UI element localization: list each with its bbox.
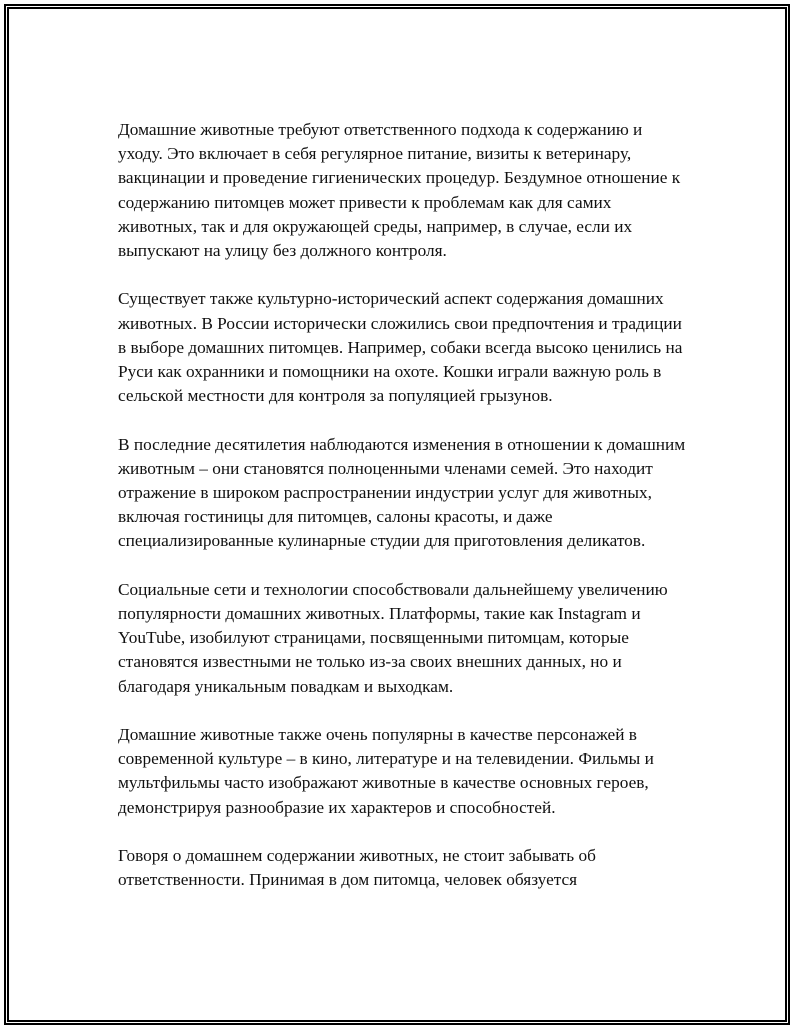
paragraph-6: Говоря о домашнем содержании животных, не стоит забывать об ответственности. Принимая в дом питомца, человек обязуется: [118, 846, 596, 890]
paragraph-1: Домашние животные требуют ответственного подхода к содержанию и уходу. Это включает в себя регулярное питание, визиты к ветеринару, вакцинации и проведение гигиенических процедур. Бездумное отношение к содержанию питомцев может привести к проблемам как для самих животных, так и для окружающей среды, например, в случае, если их выпускают на улицу без должного контроля.: [118, 120, 681, 261]
paragraph-2: Существует также культурно-исторический аспект содержания домашних животных. В России исторически сложились свои предпочтения и традиции в выборе домашних питомцев. Например, собаки всегда высоко ценились на Руси как охранники и помощники на охоте. Кошки играли важную роль в сельской местности для контроля за популяцией грызунов.: [118, 289, 683, 406]
paragraph-3: В последние десятилетия наблюдаются изменения в отношении к домашним животным – они становятся полноценными членами семей. Это находит отражение в широком распространении индустрии услуг для животных, включая гостиницы для питомцев, салоны красоты, и даже специализированные кулинарные студии для приготовления деликатов.: [118, 434, 686, 551]
paragraph-5: Домашние животные также очень популярны в качестве персонажей в современной культуре – в кино, литературе и на телевидении. Фильмы и мультфильмы часто изображают животные в качестве основных героев, демонстрируя разнообразие их характеров и способностей.: [118, 725, 654, 817]
paragraph-4: Социальные сети и технологии способствовали дальнейшему увеличению популярности домашних животных. Платформы, такие как Instagram и YouTube, изобилуют страницами, посвященными питомцам, которые становятся известными не только из-за своих внешних данных, но и благодаря уникальным повадкам и выходкам.: [118, 579, 668, 696]
document-body: [118, 118, 690, 917]
